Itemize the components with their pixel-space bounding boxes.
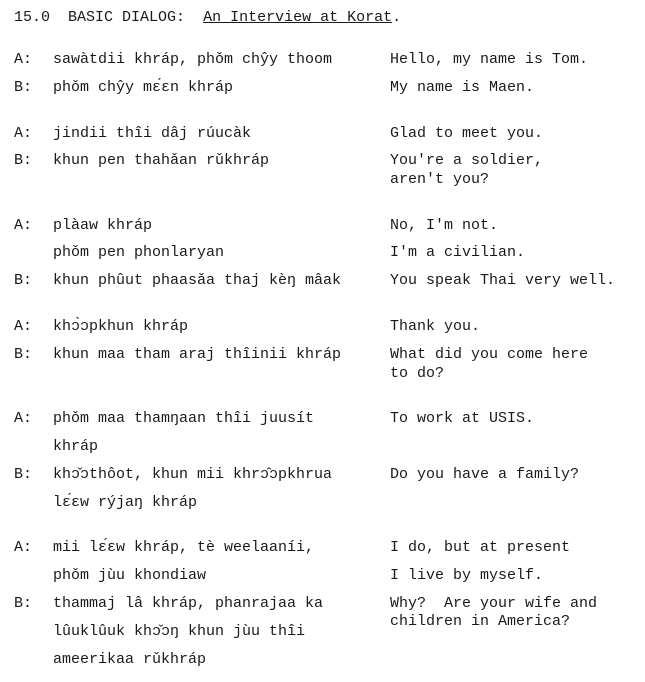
- speaker-label: A:: [14, 125, 33, 142]
- thai-line: plàaw khráp: [53, 217, 153, 234]
- english-line-continued: to do?: [390, 365, 445, 382]
- english-line: What did you come here: [390, 346, 589, 363]
- english-line: You speak Thai very well.: [390, 272, 616, 289]
- dialog-title: An Interview at Korat: [203, 9, 393, 26]
- speaker-label: B:: [14, 595, 33, 612]
- english-line: I live by myself.: [390, 567, 544, 584]
- thai-line: ameerikaa rǔkhráp: [53, 651, 207, 668]
- english-line: I'm a civilian.: [390, 244, 526, 261]
- speaker-label: B:: [14, 152, 33, 169]
- thai-line: thammaj lâ khráp, phanrajaa ka: [53, 595, 324, 612]
- english-line: No, I'm not.: [390, 217, 499, 234]
- english-line: To work at USIS.: [390, 410, 535, 427]
- english-line-continued: aren't you?: [390, 171, 490, 188]
- english-line: My name is Maen.: [390, 79, 535, 96]
- thai-line: phǒm chŷy mɛ́ɛn khráp: [53, 79, 234, 96]
- speaker-label: A:: [14, 217, 33, 234]
- speaker-label: A:: [14, 318, 33, 335]
- speaker-label: B:: [14, 79, 33, 96]
- english-line-continued: children in America?: [390, 613, 571, 630]
- thai-line: khun maa tham araj thîinii khráp: [53, 346, 342, 363]
- speaker-label: B:: [14, 466, 33, 483]
- thai-line: khun phûut phaasǎa thaj kèŋ mâak: [53, 272, 342, 289]
- english-line: You're a soldier,: [390, 152, 544, 169]
- english-line: Why? Are your wife and: [390, 595, 598, 612]
- thai-line: khɔ̀ɔpkhun khráp: [53, 318, 189, 335]
- english-line: Thank you.: [390, 318, 481, 335]
- english-line: Do you have a family?: [390, 466, 580, 483]
- speaker-label: B:: [14, 272, 33, 289]
- english-line: Glad to meet you.: [390, 125, 544, 142]
- thai-line: phǒm jùu khondiaw: [53, 567, 207, 584]
- thai-line: khráp: [53, 438, 99, 455]
- speaker-label: A:: [14, 539, 33, 556]
- thai-line: mii lɛ́ɛw khráp, tè weelaaníi,: [53, 539, 315, 556]
- page-heading: [14, 9, 401, 26]
- thai-line: khɔ̌ɔthôot, khun mii khrɔ̂ɔpkhrua: [53, 466, 333, 483]
- title-period: .: [392, 9, 402, 26]
- thai-line: khun pen thahǎan rǔkhráp: [53, 152, 270, 169]
- section-label: BASIC DIALOG:: [68, 9, 186, 26]
- english-line: Hello, my name is Tom.: [390, 51, 589, 68]
- speaker-label: A:: [14, 51, 33, 68]
- thai-line: phǒm pen phonlaryan: [53, 244, 225, 261]
- thai-line: sawàtdii khráp, phǒm chŷy thoom: [53, 51, 333, 68]
- thai-line: phǒm maa thamŋaan thîi juusít: [53, 410, 315, 427]
- thai-line: lɛ́ɛw rýjaŋ khráp: [53, 494, 198, 511]
- section-number: 15.0: [14, 9, 51, 26]
- thai-line: lûuklûuk khɔ̌ɔŋ khun jùu thîi: [53, 623, 306, 640]
- speaker-label: B:: [14, 346, 33, 363]
- thai-line: jindii thîi dâj rúucàk: [53, 125, 252, 142]
- speaker-label: A:: [14, 410, 33, 427]
- english-line: I do, but at present: [390, 539, 571, 556]
